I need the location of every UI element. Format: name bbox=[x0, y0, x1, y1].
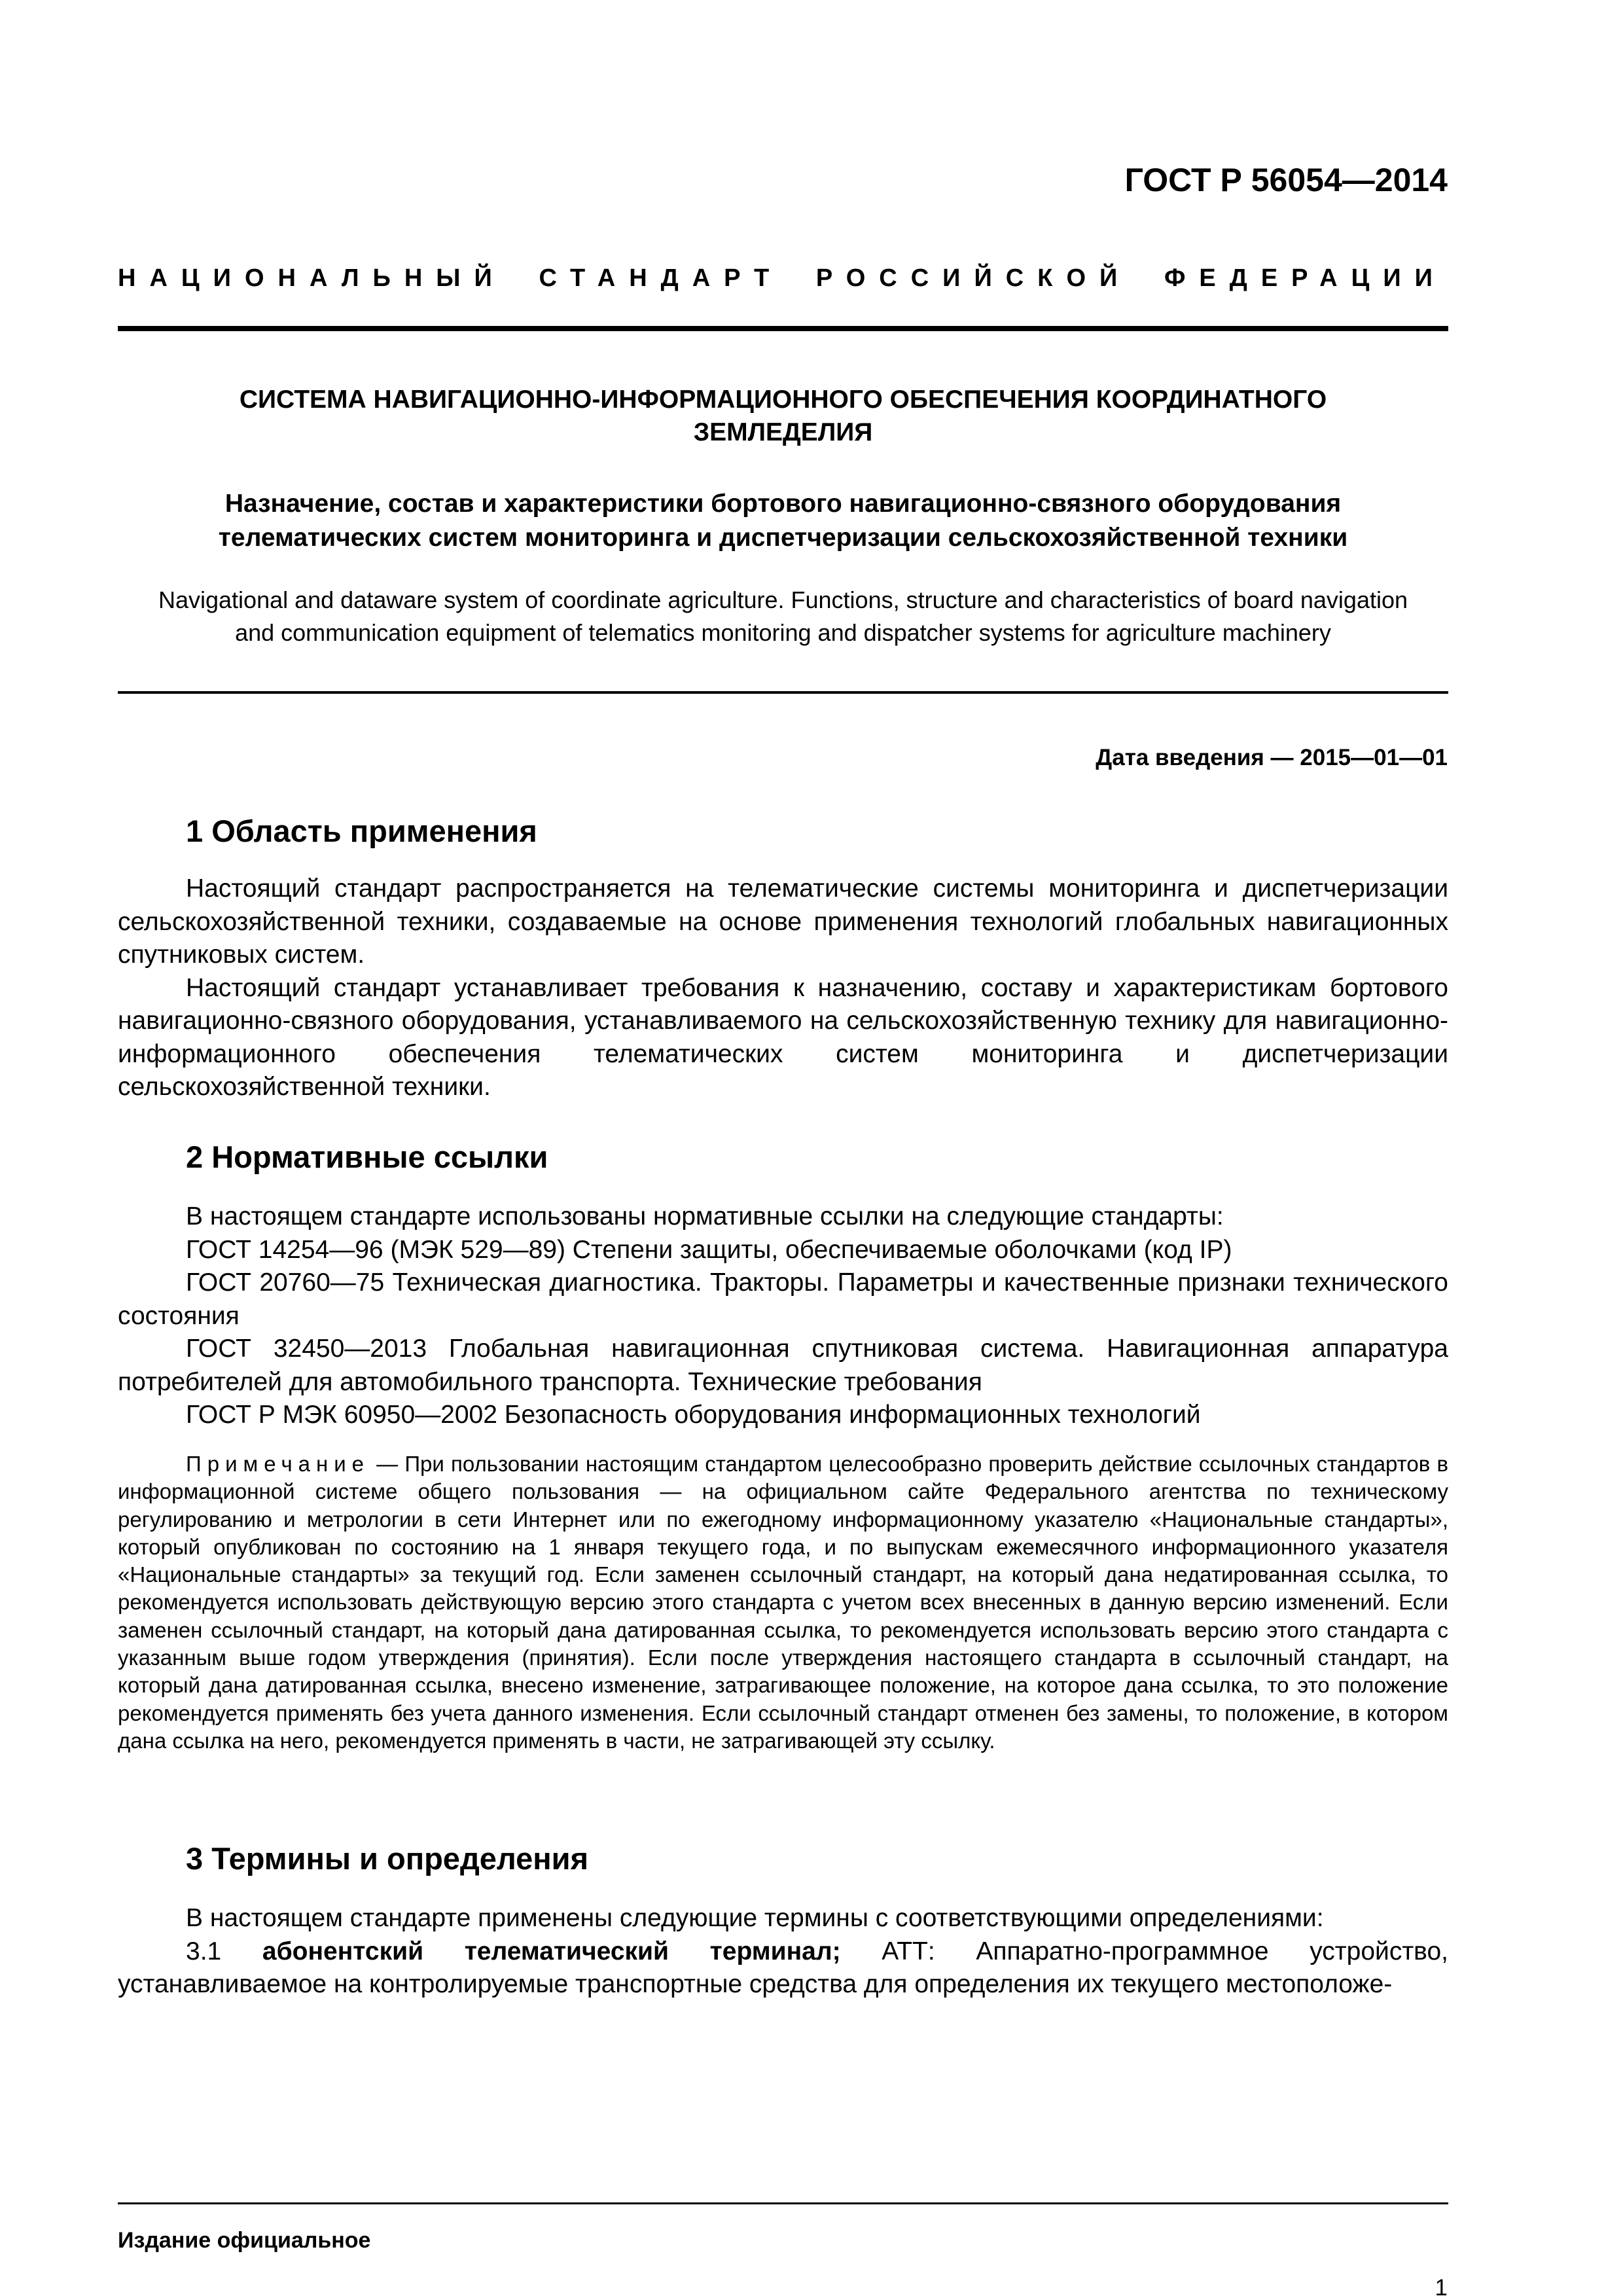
paragraph: В настоящем стандарте применены следующие термины с соответствующими определениями: bbox=[186, 1904, 1324, 1932]
subtitle-ru-line: Назначение, состав и характеристики бортового навигационно-связного оборудования bbox=[224, 490, 1342, 518]
section-1-body bbox=[118, 872, 1448, 1104]
title-rule bbox=[118, 691, 1448, 694]
national-standard-banner bbox=[118, 264, 1446, 293]
paragraph: Настоящий стандарт устанавливает требования к назначению, составу и характеристикам бортового навигационно-связного оборудования, устанавливаемого на сельскохозяйственную технику для навигационно-информационного обеспечения телематических систем мониторинга и диспетчеризации сельскохозяйственной техники. bbox=[118, 973, 1448, 1101]
reference-item: ГОСТ Р МЭК 60950—2002 Безопасность оборудования информационных технологий bbox=[186, 1401, 1201, 1429]
title-en bbox=[118, 584, 1448, 649]
footer-rule bbox=[118, 2202, 1448, 2204]
banner-word: ФЕДЕРАЦИИ bbox=[1164, 264, 1446, 292]
section-1-heading: 1 Область применения bbox=[186, 814, 537, 848]
term-definition-text: АТТ: Аппаратно-программное устройство, устанавливаемое на контролируемые транспортные средства для определения их текущего местоположе- bbox=[118, 1937, 1448, 1998]
title-ru-line: ЗЕМЛЕДЕЛИЯ bbox=[693, 418, 873, 446]
gost-code: ГОСТ Р 56054—2014 bbox=[1124, 162, 1448, 198]
section-2-heading: 2 Нормативные ссылки bbox=[186, 1139, 548, 1174]
note bbox=[118, 1450, 1448, 1755]
intro-date: Дата введения — 2015—01—01 bbox=[1096, 745, 1448, 770]
paragraph: В настоящем стандарте использованы нормативные ссылки на следующие стандарты: bbox=[186, 1202, 1224, 1230]
section-2-body bbox=[118, 1200, 1448, 1432]
title-en-line: and communication equipment of telematics monitoring and dispatcher systems for agriculture machinery bbox=[235, 619, 1331, 646]
reference-item: ГОСТ 20760—75 Техническая диагностика. Тракторы. Параметры и качественные признаки технического состояния bbox=[118, 1268, 1448, 1330]
banner-word: НАЦИОНАЛЬНЫЙ bbox=[118, 264, 506, 292]
note-body: — При пользовании настоящим стандартом целесообразно проверить действие ссылочных стандартов в информационной системе общего пользования — на официальном сайте Федерального агентства по техническому регулированию и метрологии в сети Интернет или по ежегодному информационному указателю «Национальные стандарты», который опубликован по состоянию на 1 января текущего года, и по выпускам ежемесячного информационного указателя «Национальные стандарты» за текущий год. Если заменен ссылочный стандарт, на который дана недатированная ссылка, то рекомендуется использовать действующую версию этого стандарта с учетом всех внесенных в данную версию изменений. Если заменен ссылочный стандарт, на который дана датированная ссылка, то рекомендуется использовать версию этого стандарта с указанным выше годом утверждения (принятия). Если после утверждения настоящего стандарта в ссылочный стандарт, на который дана датированная ссылка, внесено изменение, затрагивающее положение, на которое дана ссылка, то это положение рекомендуется применять без учета данного изменения. Если ссылочный стандарт отменен без замены, то положение, в котором дана ссылка на него, рекомендуется применять в части, не затрагивающей эту ссылку. bbox=[118, 1452, 1448, 1753]
banner-word: РОССИЙСКОЙ bbox=[815, 264, 1132, 292]
page-number: 1 bbox=[1435, 2275, 1448, 2296]
reference-item: ГОСТ 14254—96 (МЭК 529—89) Степени защиты, обеспечиваемые оболочками (код IP) bbox=[186, 1235, 1232, 1264]
subtitle-ru bbox=[118, 487, 1448, 555]
term-name: абонентский телематический терминал; bbox=[262, 1937, 841, 1965]
reference-item: ГОСТ 32450—2013 Глобальная навигационная спутниковая система. Навигационная аппаратура потребителей для автомобильного транспорта. Технические требования bbox=[118, 1335, 1448, 1396]
title-ru-line: СИСТЕМА НАВИГАЦИОННО-ИНФОРМАЦИОННОГО ОБЕСПЕЧЕНИЯ КООРДИНАТНОГО bbox=[239, 386, 1327, 414]
banner-word: СТАНДАРТ bbox=[539, 264, 783, 292]
title-ru bbox=[118, 384, 1448, 449]
term-number: 3.1 bbox=[186, 1937, 222, 1965]
term-definition bbox=[118, 1935, 1448, 2001]
subtitle-ru-line: телематических систем мониторинга и диспетчеризации сельскохозяйственной техники bbox=[218, 524, 1348, 552]
note-label: Примечание bbox=[186, 1452, 370, 1476]
section-3-heading: 3 Термины и определения bbox=[186, 1841, 588, 1876]
section-3-body bbox=[118, 1902, 1448, 2001]
note-paragraph bbox=[118, 1450, 1448, 1755]
header-rule bbox=[118, 326, 1448, 331]
title-en-line: Navigational and dataware system of coordinate agriculture. Functions, structure and characteristics of board navigation bbox=[158, 586, 1408, 613]
paragraph: Настоящий стандарт распространяется на телематические системы мониторинга и диспетчеризации сельскохозяйственной техники, создаваемые на основе применения технологий глобальных навигационных спутниковых систем. bbox=[118, 874, 1448, 969]
edition-label: Издание официальное bbox=[118, 2228, 371, 2253]
